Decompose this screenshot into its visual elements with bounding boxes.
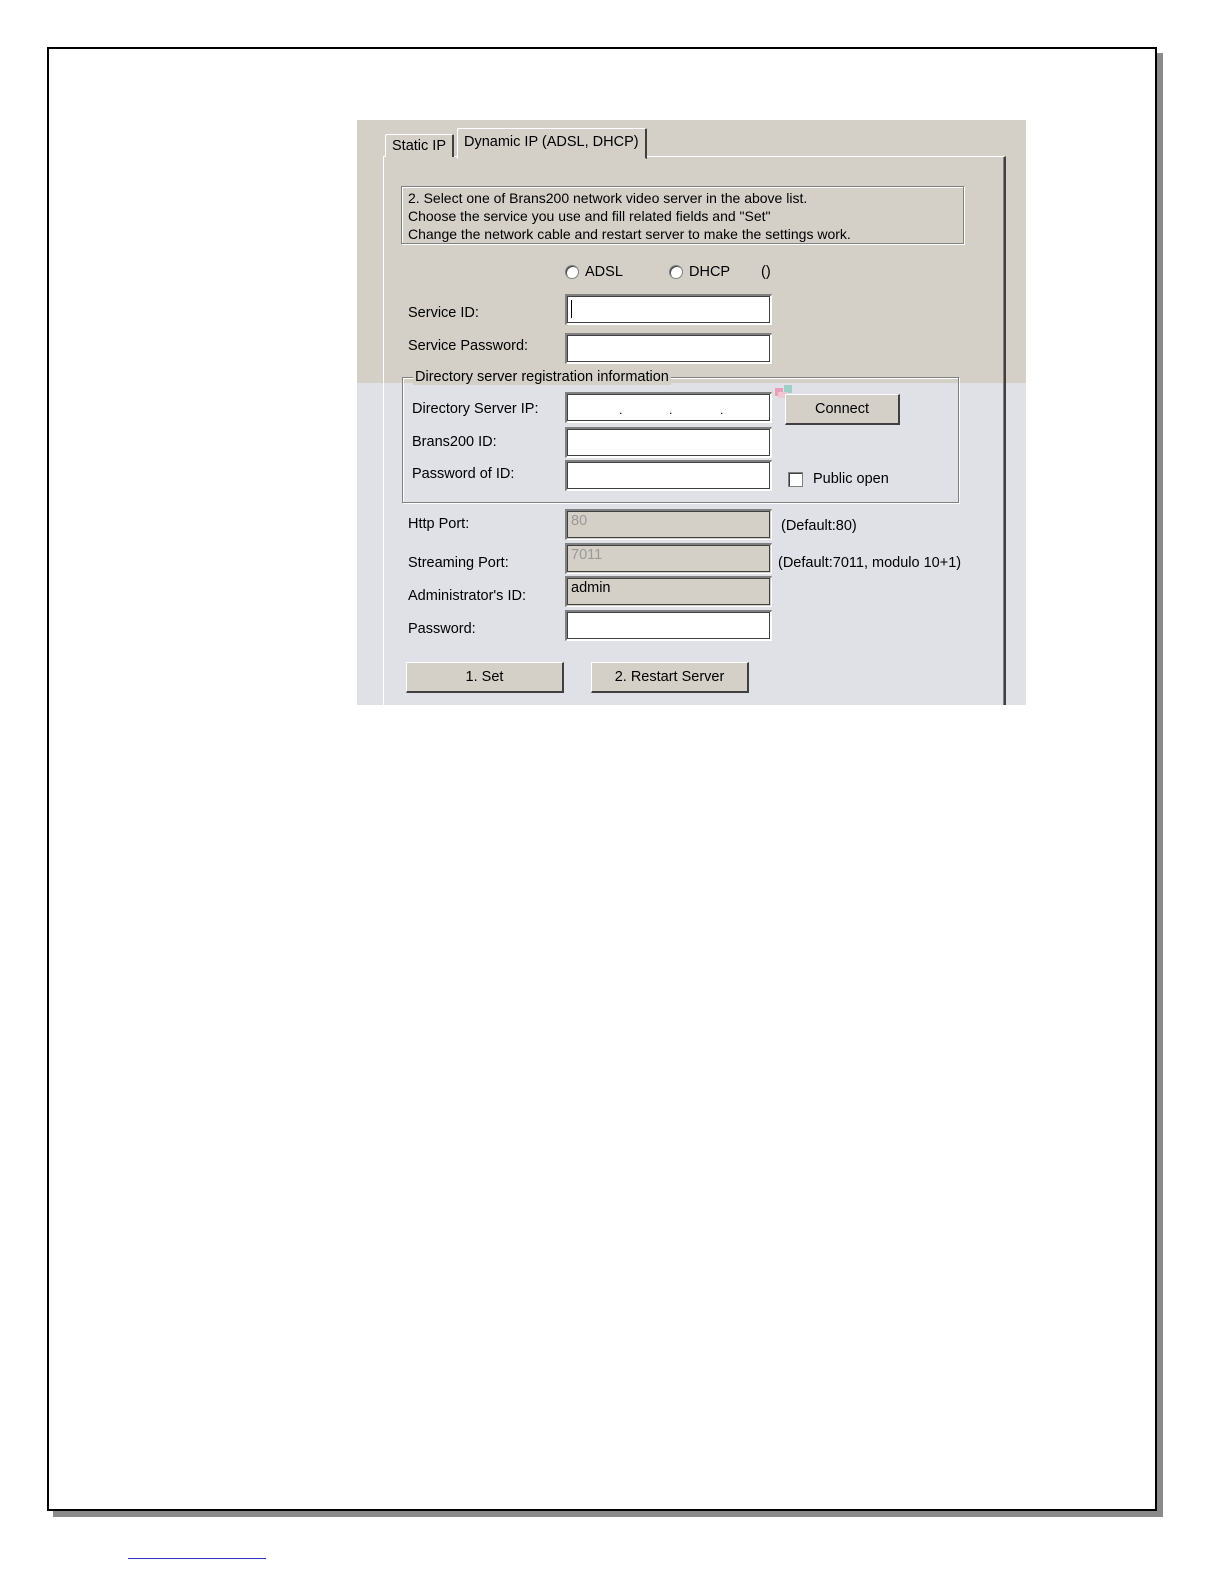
radio-button-icon[interactable] [669,265,683,279]
brans200-id-field[interactable] [565,427,772,458]
brans200-id-label: Brans200 ID: [412,434,497,450]
streaming-port-field[interactable]: 7011 [565,543,772,574]
set-button[interactable]: 1. Set [406,662,564,693]
public-open-label: Public open [813,471,889,487]
directory-server-ip-field[interactable] [565,392,772,423]
instruction-line: 2. Select one of Brans200 network video server in the above list. [408,190,808,206]
admin-password-label: Password: [408,621,476,637]
password-of-id-label: Password of ID: [412,466,515,482]
service-password-field[interactable] [565,333,772,364]
radio-button-icon[interactable] [565,265,579,279]
service-id-label: Service ID: [408,305,479,321]
administrator-id-label: Administrator's ID: [408,588,526,604]
restart-server-button[interactable]: 2. Restart Server [591,662,749,693]
tab-static-ip[interactable]: Static IP [385,134,454,157]
ip-separator: . [720,403,724,417]
admin-password-field[interactable] [565,610,772,641]
radio-adsl-label: ADSL [585,264,623,280]
radio-dhcp-label: DHCP [689,264,731,280]
radio-dhcp[interactable] [669,264,730,280]
service-password-label: Service Password: [408,338,529,354]
instructions-box [401,186,964,244]
network-settings-dialog [357,120,1026,705]
footer-link-underline[interactable] [128,1558,266,1559]
streaming-port-hint: (Default:7011, modulo 10+1) [778,555,962,571]
http-port-hint: (Default:80) [781,518,857,534]
radio-adsl[interactable] [565,264,623,280]
directory-server-ip-label: Directory Server IP: [412,401,539,417]
http-port-field[interactable]: 80 [565,509,772,540]
directory-group-title: Directory server registration information [415,369,669,385]
public-open-checkbox[interactable] [788,471,889,487]
administrator-id-field[interactable]: admin [565,576,772,607]
tab-dynamic-ip[interactable]: Dynamic IP (ADSL, DHCP) [457,128,647,159]
connect-button[interactable]: Connect [785,394,900,425]
instruction-line: Change the network cable and restart server to make the settings work. [408,226,851,242]
streaming-port-label: Streaming Port: [408,555,509,571]
service-type-extra: () [761,264,771,280]
instruction-line: Choose the service you use and fill related fields and "Set" [408,208,771,224]
ip-separator: . [619,403,623,417]
checkbox-icon[interactable] [788,472,803,487]
service-id-field[interactable] [565,294,772,325]
ip-separator: . [669,403,673,417]
http-port-label: Http Port: [408,516,470,532]
password-of-id-field[interactable] [565,460,772,491]
